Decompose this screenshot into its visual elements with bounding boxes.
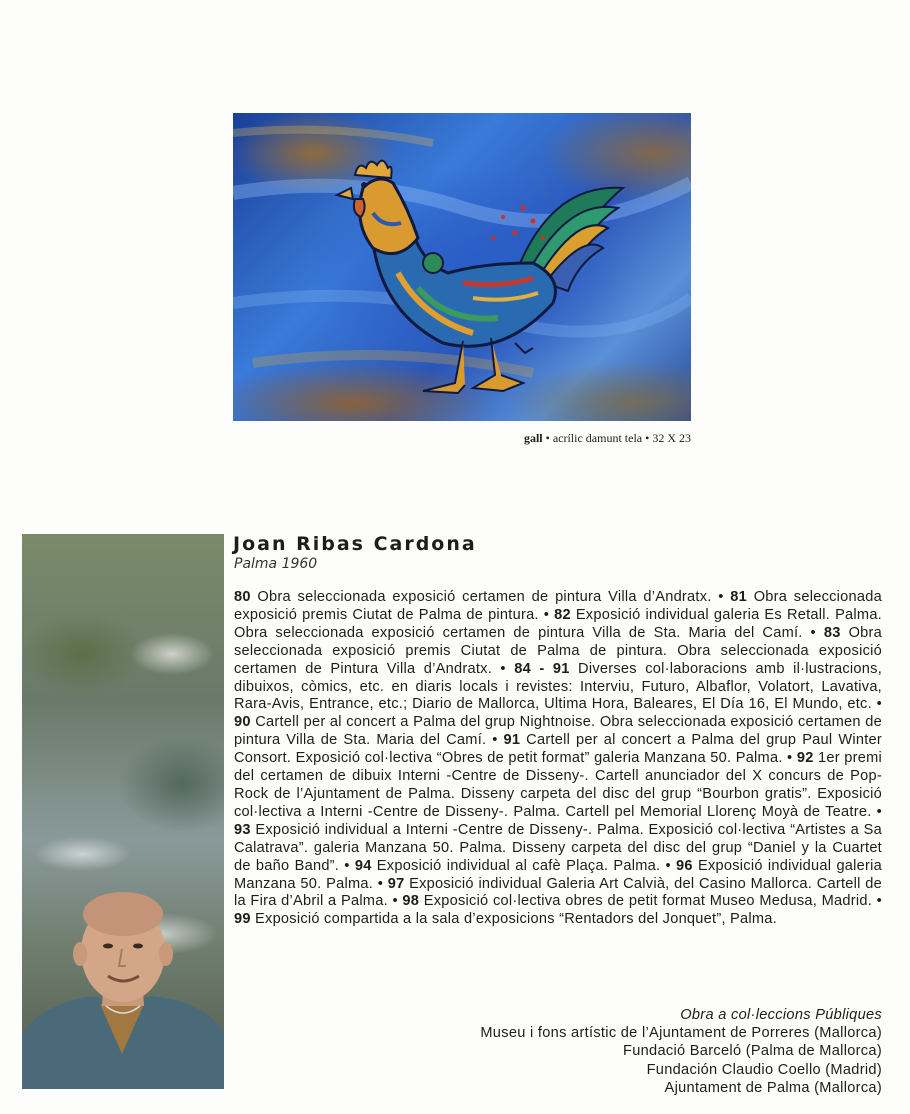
bio-year: 93: [234, 821, 251, 838]
collection-item: Fundació Barceló (Palma de Mallorca): [622, 1043, 882, 1060]
rooster-illustration: [233, 113, 691, 421]
artist-biography: [234, 589, 882, 929]
collection-item: Ajuntament de Palma (Mallorca): [664, 1079, 882, 1096]
artwork-dimensions: 32 X 23: [652, 431, 691, 445]
bio-year: 96: [676, 857, 693, 874]
bio-entry-text: Exposició individual galeria Manzana 50. Palma. •: [234, 857, 882, 892]
caption-separator: •: [642, 431, 653, 445]
artist-name: Joan Ribas Cardona: [233, 533, 477, 555]
bio-year: 84 - 91: [514, 660, 570, 677]
artwork-title: gall: [523, 431, 543, 445]
bio-year: 98: [402, 893, 420, 910]
bio-entry-text: Exposició individual galeria Es Retall. Palma. Obra seleccionada exposició certamen de pintura Villa de Sta. Maria del Camí. •: [234, 606, 882, 641]
bio-entry-text: Exposició col·lectiva obres de petit format Museo Medusa, Madrid. •: [419, 893, 882, 910]
bio-year: 81: [730, 589, 748, 605]
bio-year: 92: [796, 750, 814, 767]
bio-entry-text: Exposició individual Galeria Art Calvià, del Casino Mallorca. Cartell de la Fira d’Abril a Palma. •: [234, 875, 882, 910]
bio-entry-text: Cartell per al concert a Palma del grup Paul Winter Consort. Exposició col·lectiva “Obres de petit format” galeria Manzana 50. Palma. •: [234, 732, 882, 767]
caption-separator: •: [542, 431, 553, 445]
bio-year: 90: [234, 714, 251, 731]
bio-entry-text: Obra seleccionada exposició premis Ciutat de Palma de pintura. •: [234, 589, 882, 623]
bio-year: 80: [234, 589, 251, 605]
artwork-medium: acrílic damunt tela: [552, 431, 643, 445]
artwork-painting-rooster: [233, 113, 691, 421]
bio-entry-text: Obra seleccionada exposició certamen de pintura Villa d’Andratx. •: [250, 589, 731, 605]
bio-year: 91: [503, 732, 521, 749]
bio-entry-text: Exposició individual a Interni -Centre de Disseny-. Palma. Exposició col·lectiva “Artistes a Sa Calatrava”. galeria Manzana 50. Palma. Disseny carpeta del disc del grup “Daniel y la Cuartet de baño Band”. •: [234, 821, 882, 874]
bio-year: 97: [387, 875, 405, 892]
bio-year: 83: [823, 624, 841, 641]
artist-portrait: [22, 534, 224, 1089]
bio-entry-text: Exposició individual al cafè Plaça. Palma. •: [371, 857, 677, 874]
bio-entry-text: 1er premi del certamen de dibuix Interni -Centre de Disseny-. Cartell anunciador del X concurs de Pop-Rock de l’Ajuntament de Palma. Disseny carpeta del disc del grup “Bourbon gratis”. Exposició col·lectiva a Interni -Centre de Disseny-. Palma. Cartell pel Memorial Llorenç Moyà de Teatre. •: [234, 750, 882, 820]
bio-year: 99: [234, 911, 251, 928]
bio-year: 94: [354, 857, 372, 874]
bio-entry-text: Diverses col·laboracions amb il·lustracions, dibuixos, còmics, etc. en diaris locals i revistes: Interviu, Futuro, Albaflor, Volatort, Lavativa, Rara-Avis, Entrance, etc.; Diario de Mallorca, Ultima Hora, Baleares, El Día 16, El Mundo, etc. •: [234, 660, 883, 713]
bio-entry-text: Exposició compartida a la sala d’exposicions “Rentadors del Jonquet”, Palma.: [250, 911, 777, 928]
bio-entry-text: Cartell per al concert a Palma del grup Nightnoise. Obra seleccionada exposició certamen de pintura Villa de Sta. Maria del Camí. •: [234, 714, 882, 749]
bio-entry-text: Obra seleccionada exposició premis Ciutat de Palma de pintura. Obra seleccionada exposició certamen de Pintura Villa d’Andratx. •: [234, 624, 883, 677]
artwork-caption: [233, 431, 691, 446]
artist-photo: [22, 534, 224, 1089]
collection-item: Fundación Claudio Coello (Madrid): [646, 1061, 882, 1078]
artist-origin: Palma 1960: [234, 556, 318, 572]
collections-heading: Obra a col·leccions Públiques: [680, 1007, 882, 1023]
bio-year: 82: [554, 606, 571, 623]
collection-item: Museu i fons artístic de l’Ajuntament de Porreres (Mallorca): [480, 1025, 882, 1042]
public-collections: [400, 1006, 882, 1097]
